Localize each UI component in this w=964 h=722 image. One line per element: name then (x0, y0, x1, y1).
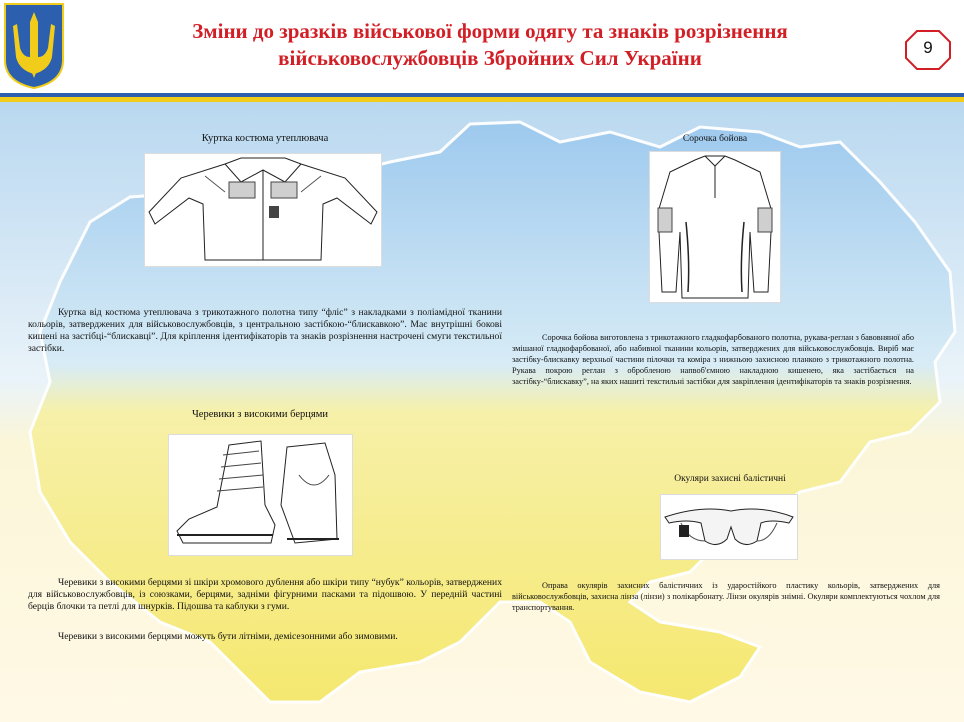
page-title (110, 18, 870, 72)
shirt-caption: Сорочка бойова (682, 134, 748, 144)
header (0, 0, 964, 95)
shirt-description: Сорочка бойова виготовлена з трикотажного гладкофарбованого полотна, рукава-реглан з бавовняної або змішаної гладкофарбованої, або набивної тканини кольорів, затверджених для військовослужбовців. Виріб має застібку-блискавку верхньої частини пілочки та коміра з нижньою захисною планкою з трикотажного полотна. Рукава покрою реглан з обробленою напвоб'ємною накладною кишенею, яка застібається на застібку-“блискавку”, на яких нашиті текстильні застібки для закріплення ідентифікаторів та знаків розрізнення. (512, 333, 914, 386)
coat-of-arms-icon (3, 2, 65, 90)
shirt-image (649, 151, 781, 303)
page-title-line2: військовослужбовців Збройних Сил України (278, 46, 702, 70)
boots-caption: Черевики з високими берцями (191, 409, 328, 420)
boots-description-2: Черевики з високими берцями можуть бути літніми, демісезонними або зимовими. (58, 631, 398, 642)
boots-description-1: Черевики з високими берцями зі шкіри хромового дублення або шкіри типу “нубук” кольорів, затверджених для військовослужбовців, із союзками, берцями, задніми фігурними пасками та підошвою. У передній частині берців блочки та петлі для шнурків. Підошва та каблуки з гуми. (28, 577, 502, 612)
jacket-caption: Куртка костюма утеплювача (201, 133, 329, 144)
page-title-line1: Зміни до зразків військової форми одягу та знаків розрізнення (192, 19, 788, 43)
jacket-image (144, 153, 382, 267)
boots-image (168, 434, 353, 556)
glasses-caption: Окуляри захисні балістичні (674, 474, 786, 484)
glasses-image (660, 494, 798, 560)
glasses-description: Оправа окулярів захисних балістичних із ударостійкого пластику кольорів, затверджених для військовослужбовців, захисна лінза (лінзи) з полікарбонату. Лінзи окулярів знімні. Окуляри комплектуються чохлом для транспортування. (512, 581, 940, 612)
jacket-description: Куртка від костюма утеплювача з трикотажного полотна типу “фліс” з накладками з поліамідної тканини кольорів, затверджених для військовослужбовців, з центральною застібкою-“блискавкою”. Має внутрішні бокові кишені на застібці-“блискавці”. Для кріплення ідентифікаторів та знаків розрізнення настрочені смуги текстильної застібки. (28, 307, 502, 354)
page-number: 9 (923, 38, 933, 57)
